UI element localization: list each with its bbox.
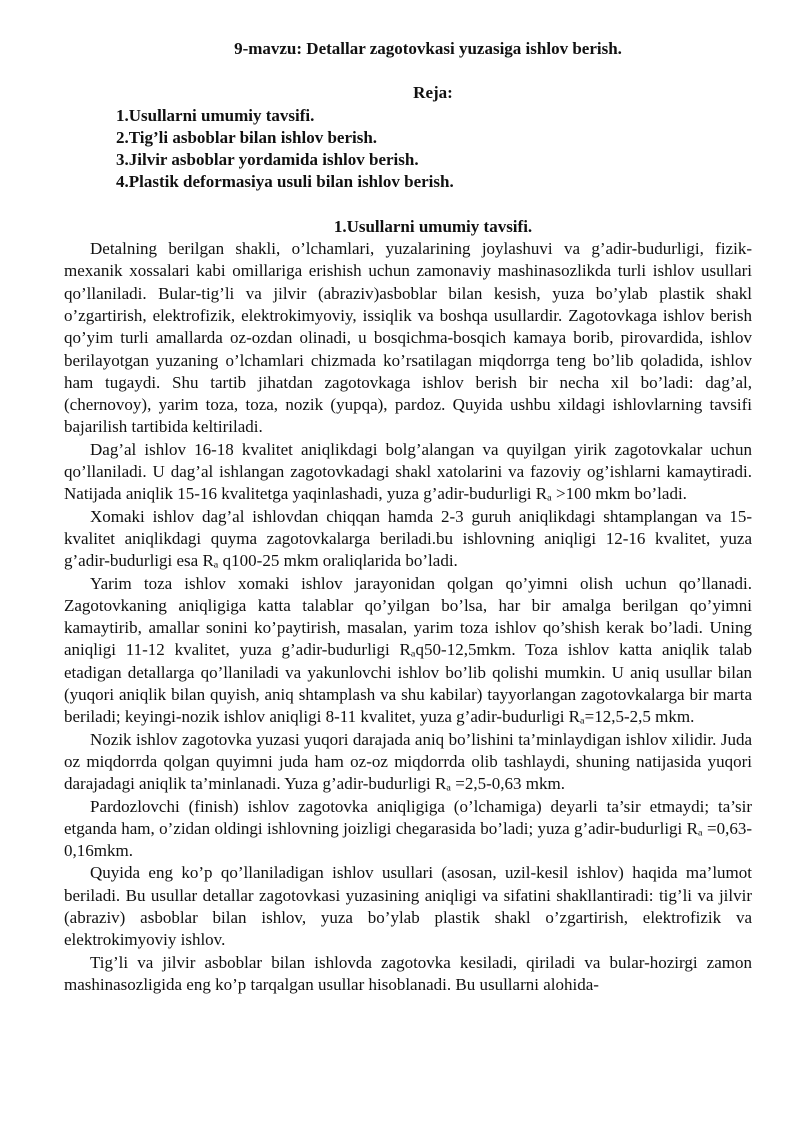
plan-list [116,105,752,194]
body-paragraph: Yarim toza ishlov xomaki ishlov jarayonidan qolgan qo’yimni olish uchun qo’llanadi. Zagotovkaning aniqligiga katta talablar qo’yilgan bo’lsa, har bir amalga berilgan qo’yimni kamaytirib, amallar sonini ko’paytirish, masalan, yarim toza ishlov qo’shish kerak bo’ladi. Uning aniqligi 11-12 kvalitet, yuza g’adir-budurligi Rₐq50-12,5mkm. Toza ishlov katta aniqlik talab etadigan detallarga qo’llaniladi va yakunlovchi ishlov bo’lib qolishi mumkin. U aniq usullar bilan (yuqori aniqlik bilan quyish, aniq shtamplash va shu kabilar) tayyorlangan zagotovkalarga bir marta beriladi; keyingi-nozik ishlov aniqligi 8-11 kvalitet, yuza g’adir-budurligi Rₐ=12,5-2,5 mkm. [64,573,752,727]
plan-item: 1.Usullarni umumiy tavsifi. [116,105,315,125]
body-paragraph: Pardozlovchi (finish) ishlov zagotovka aniqligiga (o’lchamiga) deyarli ta’sir etmaydi; ta’sir etganda ham, o’zidan oldingi ishlovning joizligi chegarasida bo’ladi; yuza g’adir-budurligi Rₐ =0,63- 0,16mkm. [64,796,752,861]
section-heading: 1.Usullarni umumiy tavsifi. [333,216,533,236]
document-title: 9-mavzu: Detallar zagotovkasi yuzasiga ishlov berish. [234,39,622,58]
plan-heading: Reja: [413,83,453,103]
body-paragraph: Dag’al ishlov 16-18 kvalitet aniqlikdagi bolg’alangan va quyilgan yirik zagotovkalar uchun qo’llaniladi. U dag’al ishlangan zagotovkadagi shakl xatolarini va fazoviy og’ishlarni kamaytiradi. Natijada aniqlik 15-16 kvalitetga yaqinlashadi, yuza g’adir-budurligi Rₐ >100 mkm bo’ladi. [64,439,752,504]
body-paragraph: Xomaki ishlov dag’al ishlovdan chiqqan hamda 2-3 guruh aniqlikdagi shtamplangan va 15-kvalitet aniqlikdagi quyma zagotovkalarga beriladi.bu ishlovning aniqligi 12-16 kvalitet, yuza g’adir-budurligi esa Rₐ q100-25 mkm oraliqlarida bo’ladi. [64,506,752,571]
plan-item: 3.Jilvir asboblar yordamida ishlov berish. [116,150,419,170]
plan-item: 2.Tig’li asboblar bilan ishlov berish. [116,127,378,147]
body-paragraph: Detalning berilgan shakli, o’lchamlari, yuzalarining joylashuvi va g’adir-budurligi, fizik-mexanik xossalari kabi omillariga erishish uchun zamonaviy mashinasozlikda turli ishlov usullari qo’llaniladi. Bular-tig’li va jilvir (abraziv)asboblar bilan kesish, yuza bo’ylab plastik shakl o’zgartirish, elektrofizik, elektrokimyoviy, issiqlik va boshqa usullardir. Zagotovkaga ishlov berish qo’yim turli amallarda oz-ozdan olinadi, u bosqichma-bosqich kamaya borib, pirovardida, ishlov berilayotgan yuzaning o’lchamlari chizmada ko’rsatilagan miqdorrga teng bo’lib qoladida, ishlov ham tugaydi. Shu tartib jihatdan zagotovkaga ishlov berish bir necha xil bo’ladi: dag’al, (chernovoy), yarim toza, toza, nozik (yupqa), pardoz. Quyida ushbu xildagi ishlovlarning tavsifi bajarilish tartibida keltiriladi. [64,239,752,437]
body-paragraph: Tig’li va jilvir asboblar bilan ishlovda zagotovka kesiladi, qiriladi va bular-hozirgi zamon mashinasozligida eng ko’p tarqalgan usullar hisoblanadi. Bu usullarni alohida- [64,952,752,994]
plan-item: 4.Plastik deformasiya usuli bilan ishlov berish. [116,172,454,192]
body-paragraph: Quyida eng ko’p qo’llaniladigan ishlov usullari (asosan, uzil-kesil ishlov) haqida ma’lumot beriladi. Bu usullar detallar zagotovkasi yuzasining aniqligi va sifatini shakllantiradi: tig’li va jilvir (abraziv) asboblar bilan ishlov, yuza bo’ylab plastik shakl o’zgartirish, elektrofizik va elektrokimyoviy ishlov. [64,863,752,950]
body-paragraph: Nozik ishlov zagotovka yuzasi yuqori darajada aniq bo’lishini ta’minlaydigan ishlov xilidir. Juda oz miqdorrda qolgan quyimni juda ham oz-oz miqdorrda olib tashlaydi, shuning natijasida yuqori darajadagi aniqlik ta’minlanadi. Yuza g’adir-budurligi Rₐ =2,5-0,63 mkm. [64,729,752,794]
